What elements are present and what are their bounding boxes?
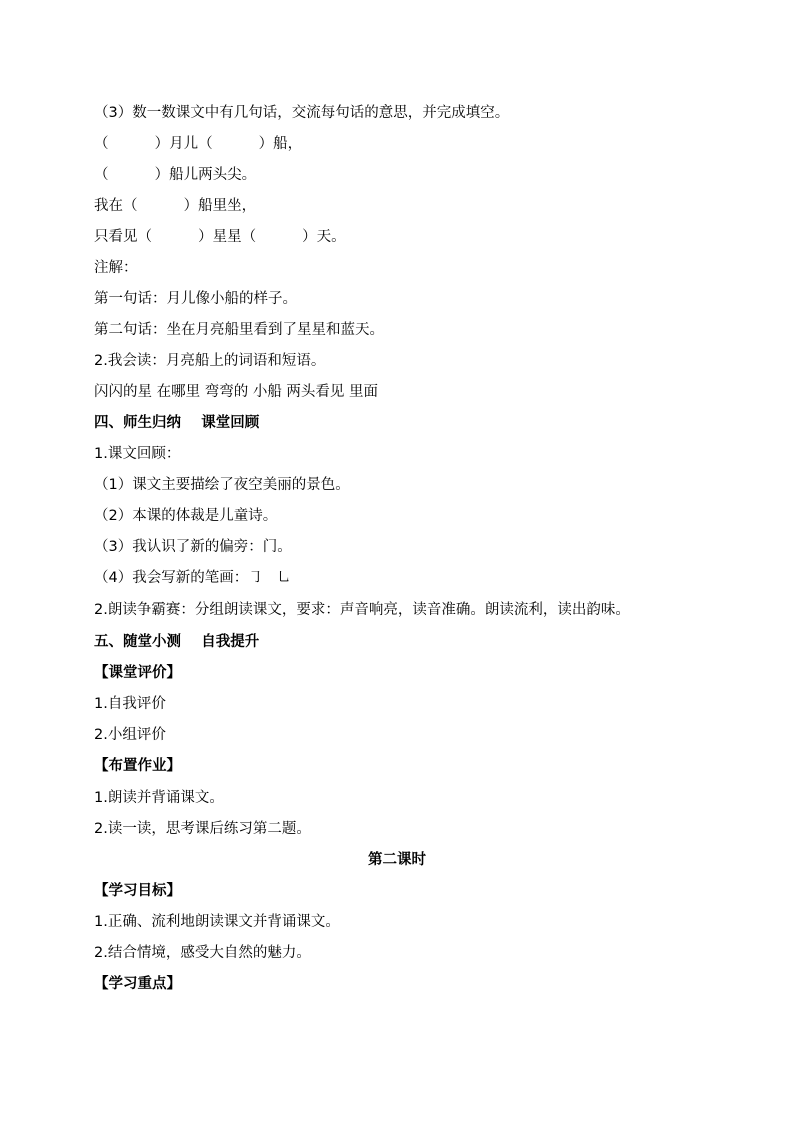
subheading: 【布置作业】: [94, 758, 181, 774]
paragraph: 1.朗读并背诵课文。: [94, 790, 224, 806]
paragraph: 2.读一读，思考课后练习第二题。: [94, 821, 311, 837]
paragraph: 第二句话：坐在月亮船里看到了星星和蓝天。: [94, 322, 384, 338]
paragraph: 1.自我评价: [94, 696, 166, 712]
paragraph: （3）数一数课文中有几句话，交流每句话的意思，并完成填空。: [94, 105, 510, 121]
paragraph: （1）课文主要描绘了夜空美丽的景色。: [94, 477, 350, 493]
subheading: 【学习目标】: [94, 883, 181, 899]
paragraph: 2.结合情境，感受大自然的魅力。: [94, 945, 311, 961]
paragraph: （2）本课的体裁是儿童诗。: [94, 508, 278, 524]
paragraph: 第一句话：月儿像小船的样子。: [94, 291, 297, 307]
subheading: 【学习重点】: [94, 976, 181, 992]
fill-blank-line: （ ）船儿两头尖。: [94, 167, 257, 183]
fill-blank-line: （ ）月儿（ ）船，: [94, 136, 303, 152]
paragraph: 2.小组评价: [94, 727, 166, 743]
paragraph: 注解：: [94, 260, 138, 276]
subheading: 【课堂评价】: [94, 665, 181, 681]
fill-blank-line: 只看见（ ）星星（ ）天。: [94, 229, 346, 245]
section-heading: 五、随堂小测 自我提升: [94, 634, 260, 650]
paragraph: 2.我会读：月亮船上的词语和短语。: [94, 353, 326, 369]
paragraph: 2.朗读争霸赛：分组朗读课文，要求：声音响亮，读音准确。朗读流利，读出韵味。: [94, 602, 630, 618]
section-heading: 四、师生归纳 课堂回顾: [94, 415, 260, 431]
paragraph: （4）我会写新的笔画：㇆ ㇟: [94, 570, 292, 586]
lesson-title: 第二课时: [368, 852, 426, 868]
paragraph: 闪闪的星 在哪里 弯弯的 小船 两头看见 里面: [94, 384, 379, 400]
paragraph: 1.正确、流利地朗读课文并背诵课文。: [94, 914, 340, 930]
paragraph: （3）我认识了新的偏旁：门。: [94, 539, 292, 555]
paragraph: 1.课文回顾：: [94, 446, 181, 462]
fill-blank-line: 我在（ ）船里坐，: [94, 198, 257, 214]
